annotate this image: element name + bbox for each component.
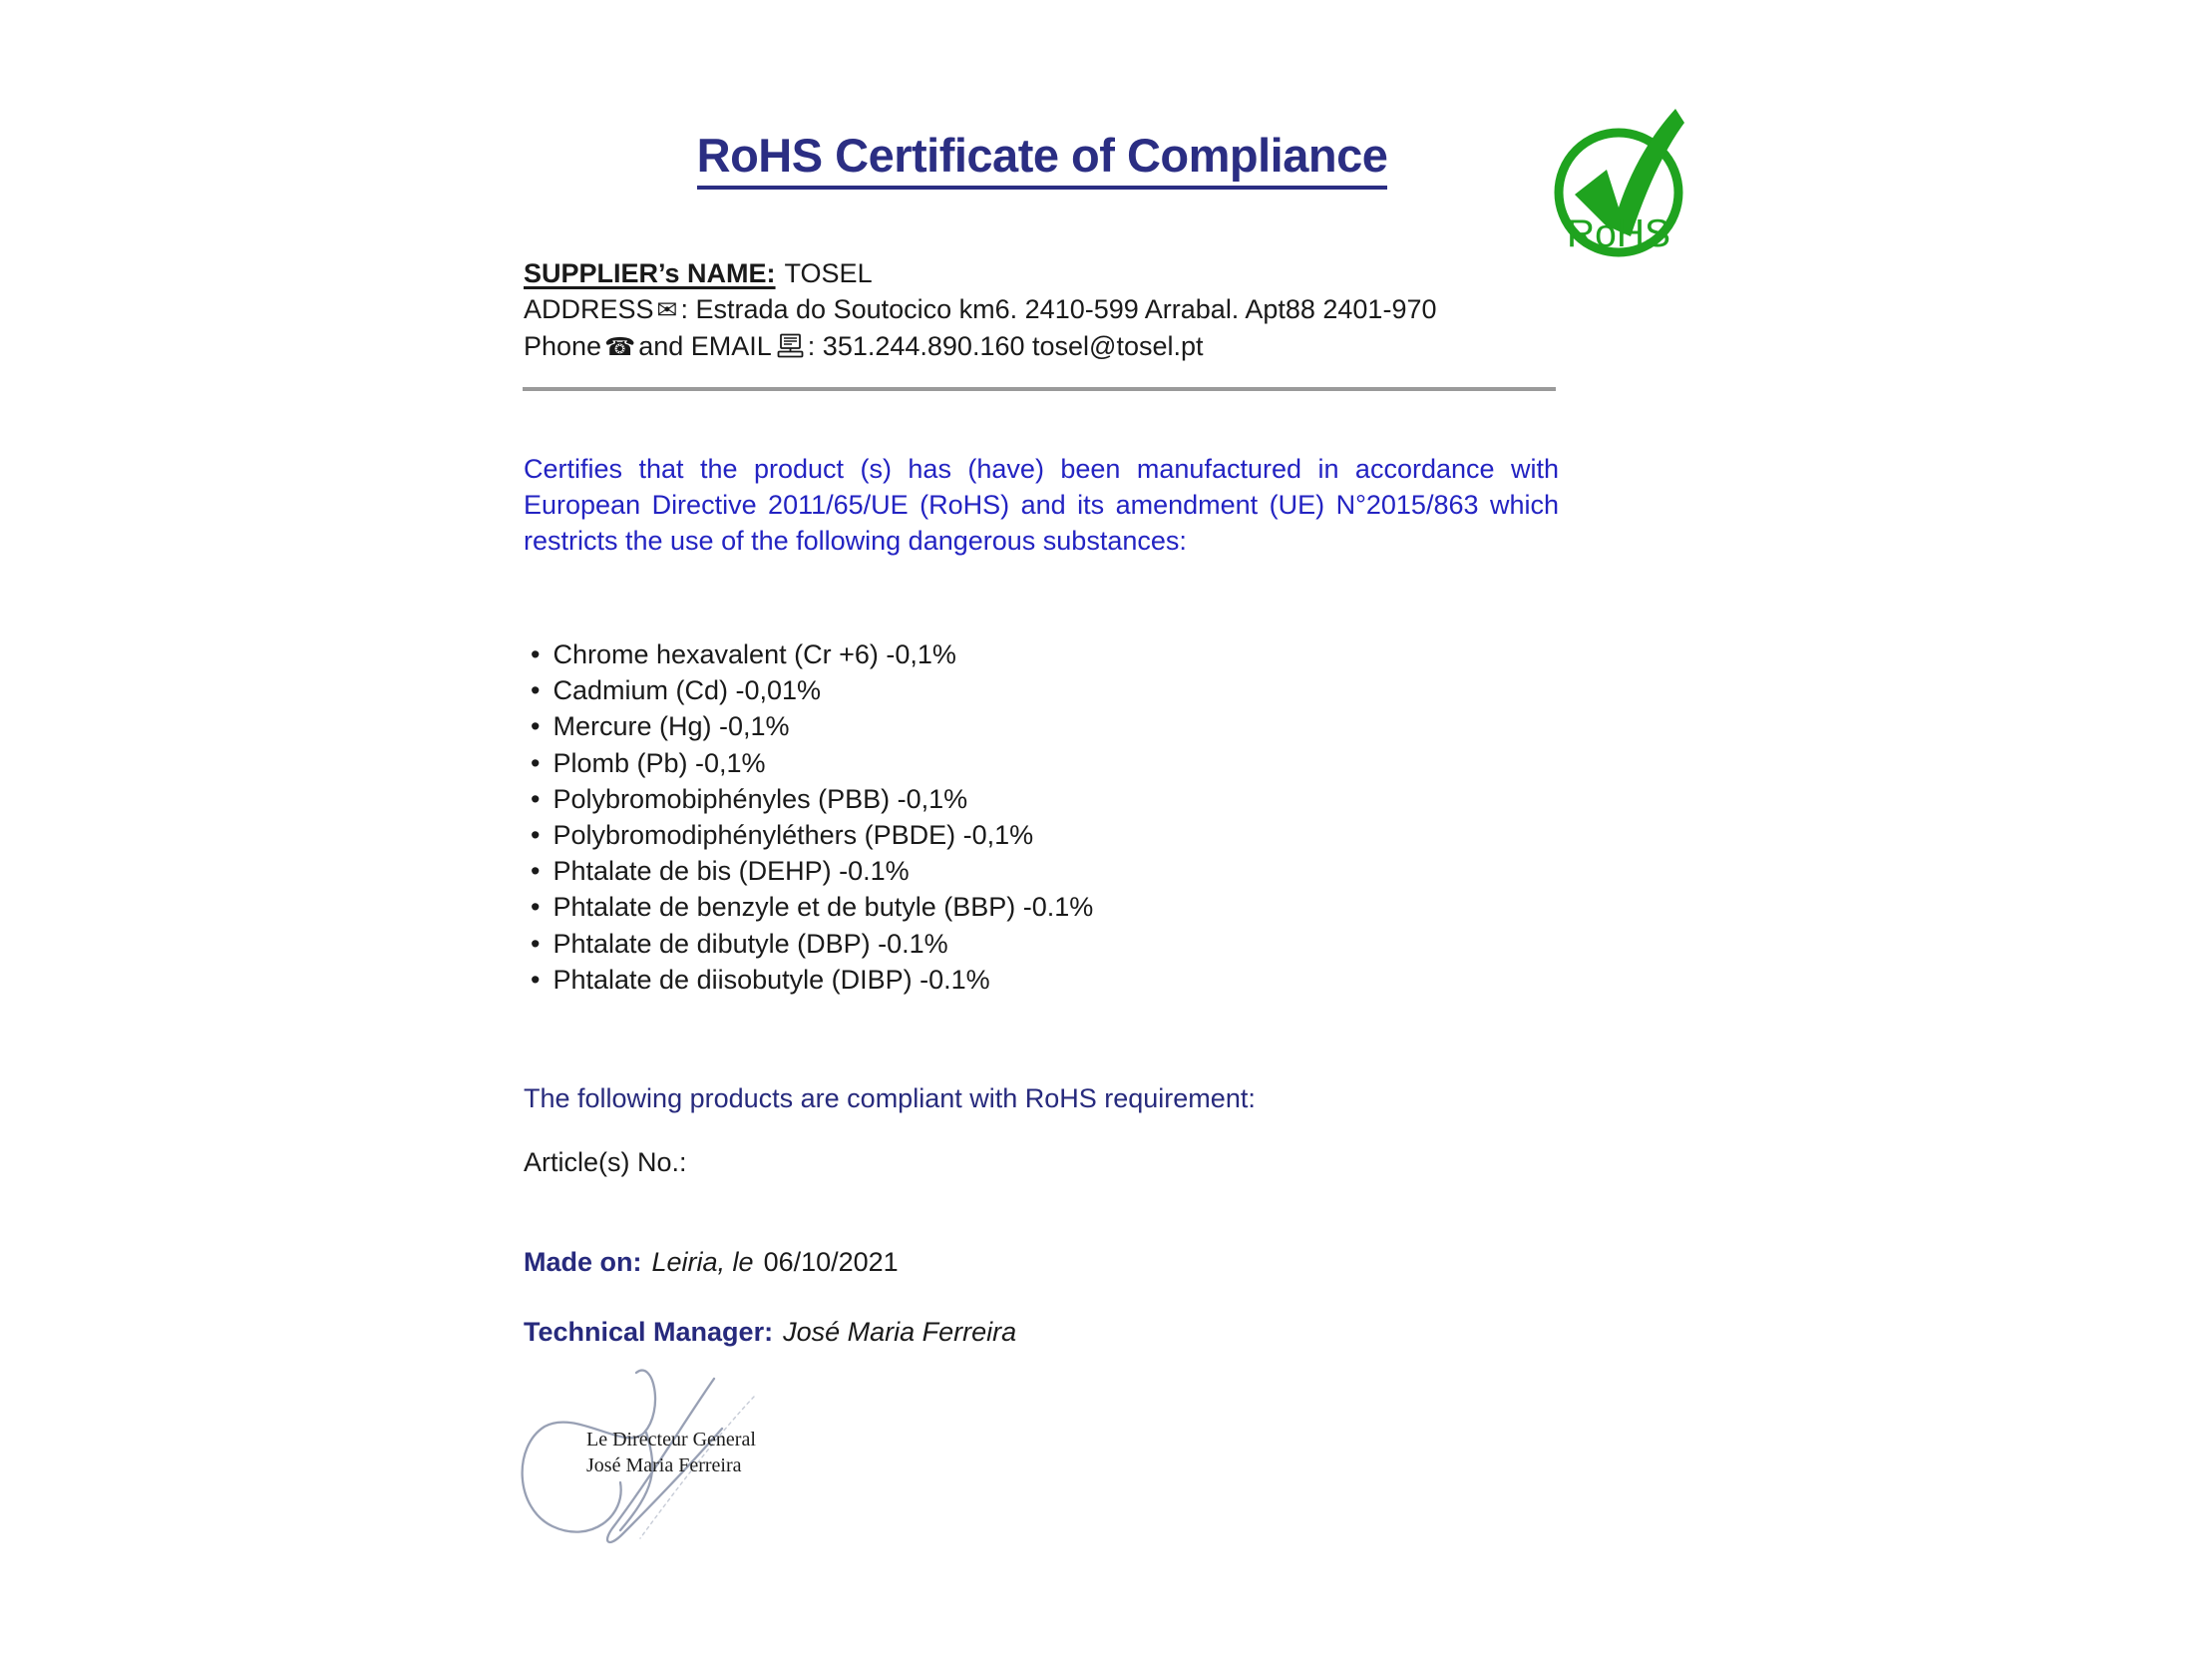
substance-item: • Mercure (Hg) -0,1% bbox=[531, 708, 1093, 744]
compliance-statement: The following products are compliant with RoHS requirement: bbox=[524, 1083, 1256, 1113]
contact-value: : 351.244.890.160 tosel@tosel.pt bbox=[807, 331, 1204, 361]
supplier-name-line bbox=[524, 255, 1437, 291]
substance-item: • Phtalate de diisobutyle (DIBP) -0.1% bbox=[531, 962, 1093, 998]
divider-line bbox=[523, 387, 1556, 391]
computer-icon bbox=[777, 333, 804, 358]
made-on-place: Leiria, le bbox=[651, 1247, 754, 1277]
address-label: ADDRESS bbox=[524, 294, 654, 324]
signature-caption bbox=[586, 1427, 756, 1478]
envelope-icon: ✉ bbox=[656, 295, 678, 324]
rohs-logo-text: RoHS bbox=[1566, 212, 1671, 255]
rohs-logo bbox=[1548, 104, 1699, 268]
substance-item: • Phtalate de benzyle et de butyle (BBP) -0.1% bbox=[531, 889, 1093, 925]
substance-item: • Chrome hexavalent (Cr +6) -0,1% bbox=[531, 636, 1093, 672]
certification-statement: Certifies that the product (s) has (have) been manufactured in accordance with European Directive 2011/65/UE (RoHS) and its amendment (UE) N°2015/863 which restricts the use of the following dangerous substances: bbox=[524, 454, 1559, 556]
page-title-text: RoHS Certificate of Compliance bbox=[697, 129, 1388, 190]
signature-caption-line1: Le Directeur General bbox=[586, 1429, 756, 1451]
substance-item: • Phtalate de dibutyle (DBP) -0.1% bbox=[531, 926, 1093, 962]
supplier-name-label: SUPPLIER’s NAME: bbox=[524, 258, 776, 288]
technical-manager-line bbox=[524, 1317, 1016, 1348]
supplier-name-value: TOSEL bbox=[784, 258, 873, 288]
substance-item: • Polybromodiphényléthers (PBDE) -0,1% bbox=[531, 817, 1093, 853]
substance-item: • Cadmium (Cd) -0,01% bbox=[531, 672, 1093, 708]
substance-item: • Polybromobiphényles (PBB) -0,1% bbox=[531, 781, 1093, 817]
made-on-line bbox=[524, 1247, 899, 1278]
substance-item: • Plomb (Pb) -0,1% bbox=[531, 745, 1093, 781]
technical-manager-label: Technical Manager: bbox=[524, 1317, 774, 1347]
substance-item: • Phtalate de bis (DEHP) -0.1% bbox=[531, 853, 1093, 889]
email-label: and EMAIL bbox=[638, 331, 772, 361]
technical-manager-name: José Maria Ferreira bbox=[783, 1317, 1017, 1347]
title-row bbox=[524, 128, 1561, 183]
supplier-block bbox=[524, 255, 1437, 365]
supplier-address-line bbox=[524, 291, 1437, 328]
made-on-label: Made on: bbox=[524, 1247, 642, 1277]
signature-block bbox=[515, 1367, 824, 1581]
signature-caption-line2: José Maria Ferreira bbox=[586, 1454, 742, 1476]
address-value: : Estrada do Soutocico km6. 2410-599 Arrabal. Apt88 2401-970 bbox=[680, 294, 1437, 324]
article-label: Article(s) No.: bbox=[524, 1147, 687, 1177]
phone-label: Phone bbox=[524, 331, 602, 361]
phone-icon: ☎ bbox=[604, 332, 636, 361]
page-title bbox=[697, 129, 1388, 190]
made-on-date: 06/10/2021 bbox=[763, 1247, 899, 1277]
substances-list bbox=[531, 636, 1093, 998]
supplier-contact-line bbox=[524, 328, 1437, 365]
